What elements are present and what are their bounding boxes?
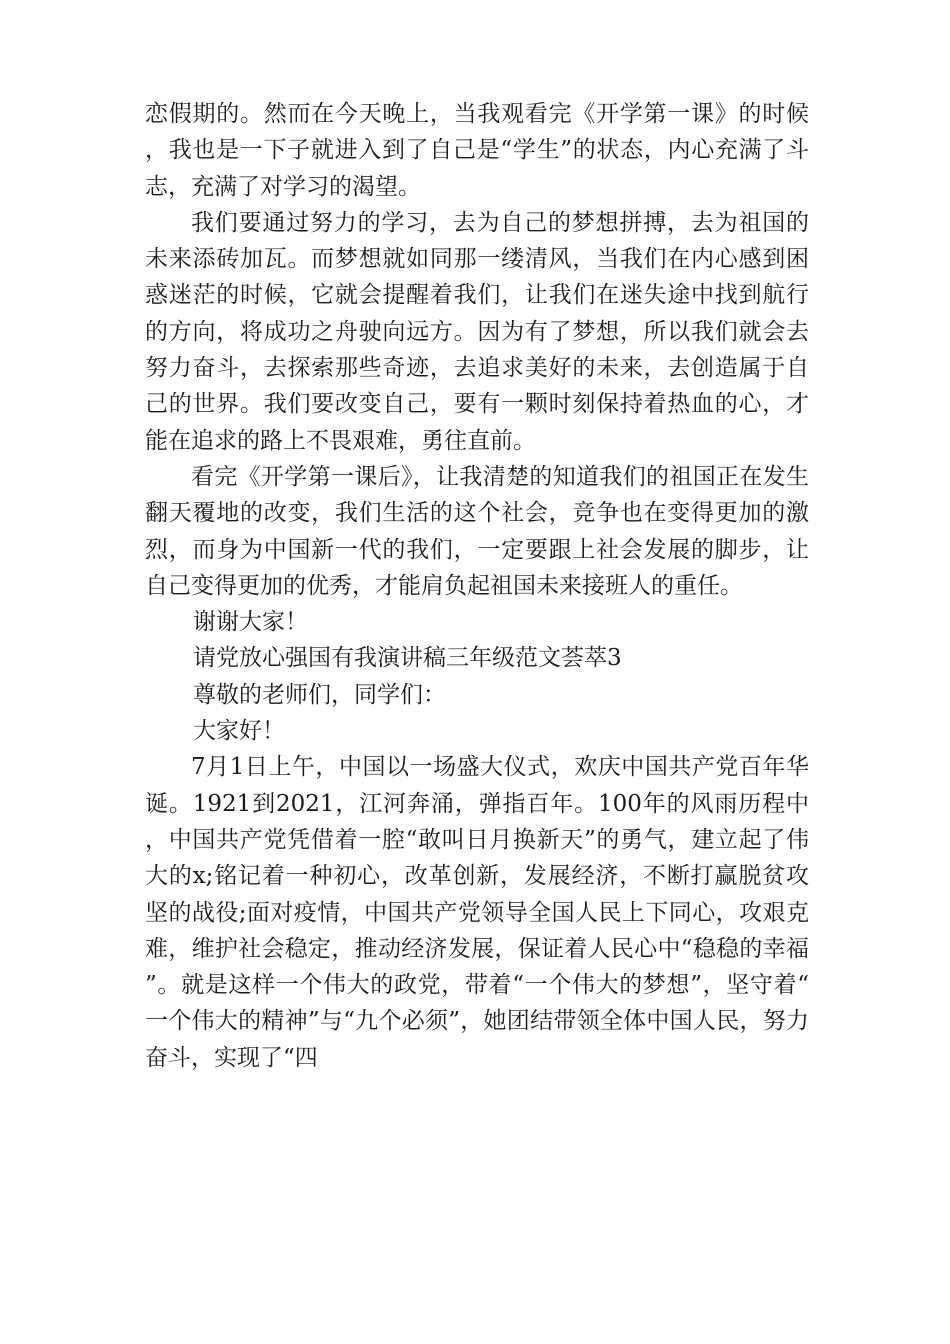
document-page <box>145 96 809 1076</box>
paragraph-centenary: 7月1日上午，中国以一场盛大仪式，欢庆中国共产党百年华诞。1921到2021，江河奔涌，弹指百年。100年的风雨历程中，中国共产党凭借着一腔“敢叫日月换新天”的勇气，建立起了伟大的x;铭记着一种初心，改革创新，发展经济，不断打赢脱贫攻坚的战役;面对疫情，中国共产党领导全国人民上下同心，攻艰克难，维护社会稳定，推动经济发展，保证着人民心中“稳稳的幸福”。就是这样一个伟大的政党，带着“一个伟大的梦想”，坚守着“一个伟大的精神”与“九个必须”，她团结带领全体中国人民，努力奋斗，实现了“四 <box>145 754 809 1071</box>
salutation: 尊敬的老师们，同学们： <box>193 681 446 708</box>
paragraph-dream: 我们要通过努力的学习，去为自己的梦想拼搏，去为祖国的未来添砖加瓦。而梦想就如同那一缕清风，当我们在内心感到困惑迷茫的时候，它就会提醒着我们，让我们在迷失途中找到航行的方向，将成功之舟驶向远方。因为有了梦想，所以我们就会去努力奋斗，去探索那些奇迹，去追求美好的未来，去创造属于自己的世界。我们要改变自己，要有一颗时刻保持着热血的心，才能在追求的路上不畏艰难，勇往直前。 <box>145 209 809 454</box>
section-heading: 请党放心强国有我演讲稿三年级范文荟萃3 <box>193 645 622 672</box>
greeting: 大家好！ <box>193 718 285 745</box>
closing-thanks: 谢谢大家！ <box>193 609 308 636</box>
paragraph-after-watching: 看完《开学第一课后》，让我清楚的知道我们的祖国正在发生翻天覆地的改变，我们生活的这个社会，竞争也在变得更加的激烈，而身为中国新一代的我们，一定要跟上社会发展的脚步，让自己变得更加的优秀，才能肩负起祖国未来接班人的重任。 <box>145 463 809 599</box>
paragraph-continuation: 恋假期的。然而在今天晚上，当我观看完《开学第一课》的时候，我也是一下子就进入到了自己是“学生”的状态，内心充满了斗志，充满了对学习的渴望。 <box>145 101 809 200</box>
